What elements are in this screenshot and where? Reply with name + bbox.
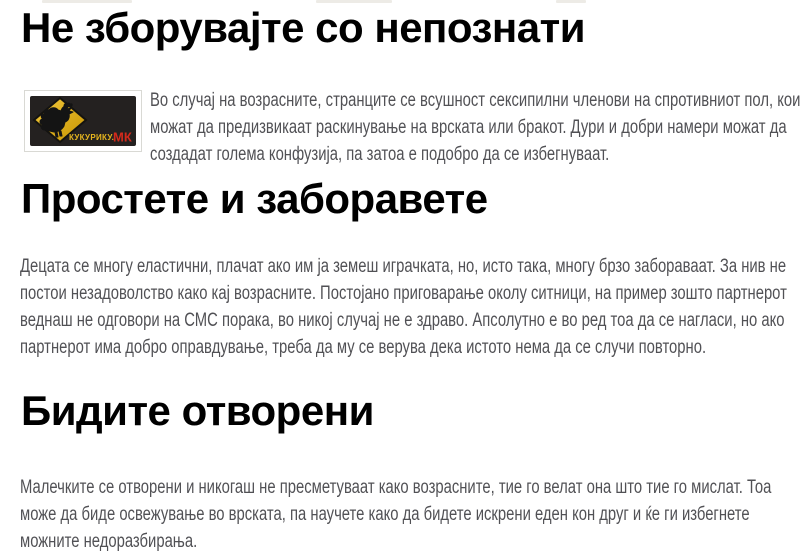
section-paragraph-forgive: Децата се многу еластични, плачат ако им ја земеш играчката, но, исто така, многу брзо забораваат. За нив не постои незадоволство како кај возрасните. Постојано приговарање околу ситници, на пример зошто партнерот веднаш не одговори на СМС порака, во никој случај не е здраво. Апсолутно е во ред тоа да се нагласи, но ако партнерот има добро оправдување, треба да му се верува дека истото нема да се случи повторно. <box>20 256 787 358</box>
clipped-text-remnant <box>316 0 392 3</box>
section-title-dont-talk-to-strangers: Не зборувајте со непознати <box>21 4 586 51</box>
clipped-text-remnant <box>556 0 586 3</box>
section-paragraph-strangers: Во случај на возрасните, странците се всушност сексипилни членови на спротивниот пол, кои можат да предизвикаат раскинување на врската или бракот. Дури и добри намери можат да создадат голема конфузија, па затоа е подобро да се избегнуваат. <box>150 90 801 165</box>
kukuriku-logo <box>30 96 136 146</box>
logo-wordmark-red: МК <box>113 129 132 145</box>
section-title-forgive-and-forget: Простете и заборавете <box>21 175 488 222</box>
section-paragraph-be-open: Малечките се отворени и никогаш не пресметуваат како возрасните, тие го велат она што тие го мислат. Тоа може да биде освежување во врската, па научете како да бидете искрени еден кон друг и ќе ги избегнете можните недоразбирања. <box>20 477 772 552</box>
logo-wordmark-yellow: КУКУРИКУ. <box>69 133 115 142</box>
section-title-be-open: Бидите отворени <box>21 387 374 434</box>
article-thumbnail[interactable] <box>24 90 142 152</box>
clipped-text-remnant <box>42 0 132 3</box>
